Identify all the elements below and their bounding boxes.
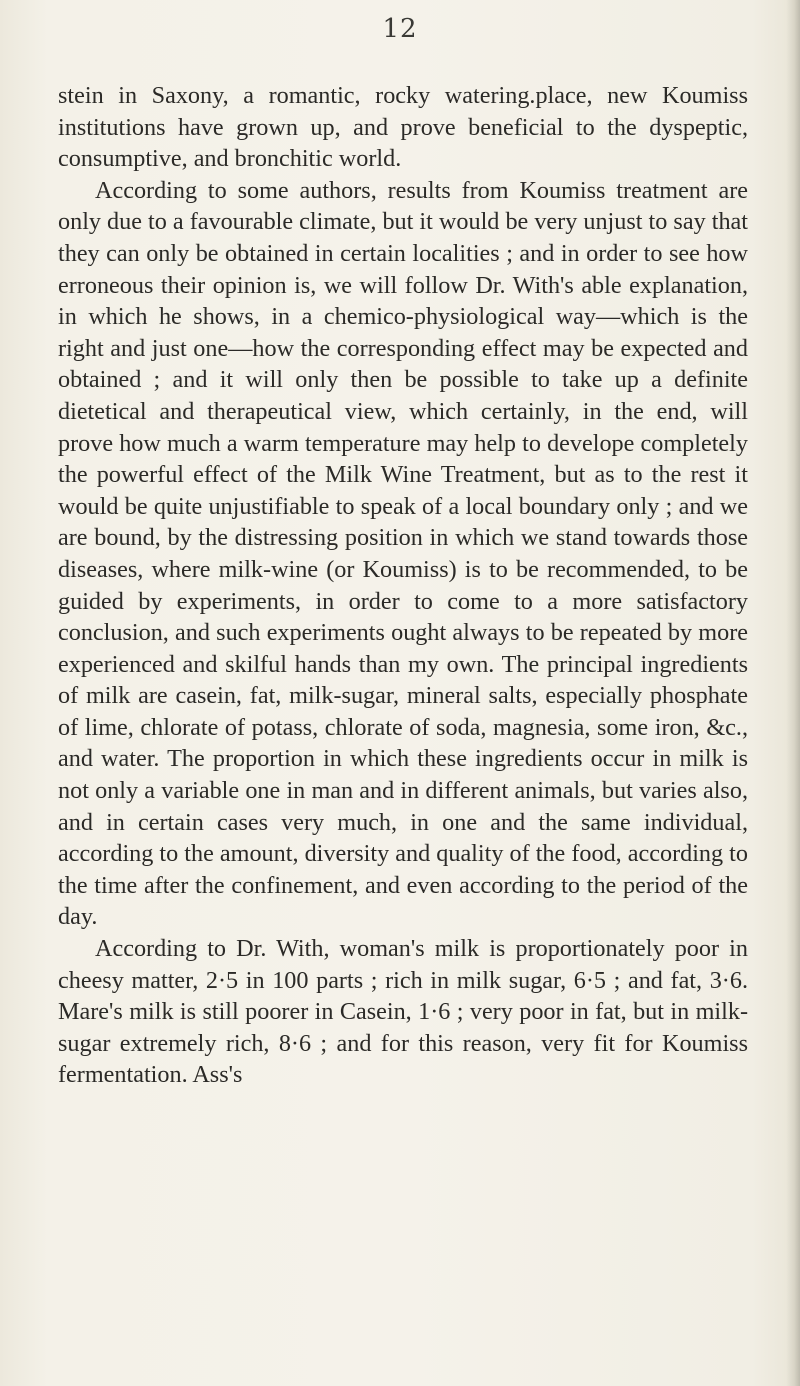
page-edge-shadow — [786, 0, 800, 1386]
paragraph-3: According to Dr. With, woman's milk is proportionately poor in cheesy matter, 2·5 in 100 parts ; rich in milk sugar, 6·5 ; and fat, 3·6. Mare's milk is still poorer in Casein, 1·6 ; very poor in fat, but in milk-sugar extremely rich, 8·6 ; and for this reason, very fit for Koumiss fermentation. Ass's — [58, 935, 748, 1089]
body-text — [58, 80, 748, 1091]
page-number: 12 — [382, 14, 418, 44]
paragraph-2: According to some authors, results from Koumiss treatment are only due to a favourable climate, but it would be very unjust to say that they can only be obtained in certain localities ; and in order to see how erroneous their opinion is, we will follow Dr. With's able explanation, in which he shows, in a chemico-physiological way—which is the right and just one—how the corresponding effect may be expected and obtained ; and it will only then be possible to take up a definite dietetical and therapeutical view, which certainly, in the end, will prove how much a warm temperature may help to develope completely the powerful effect of the Milk Wine Treatment, but as to the rest it would be quite unjustifiable to speak of a local boundary only ; and we are bound, by the distressing position in which we stand towards those diseases, where milk-wine (or Koumiss) is to be recommended, to be guided by experiments, in order to come to a more satisfactory conclusion, and such experiments ought always to be repeated by more experienced and skilful hands than my own. The principal ingredients of milk are casein, fat, milk-sugar, mineral salts, especially phosphate of lime, chlorate of potass, chlorate of soda, magnesia, some iron, &c., and water. The proportion in which these ingredients occur in milk is not only a variable one in man and in different animals, but varies also, and in certain cases very much, in one and the same individual, according to the amount, diversity and quality of the food, according to the time after the confinement, and even according to the period of the day. — [58, 176, 748, 931]
paragraph-1: stein in Saxony, a romantic, rocky watering.place, new Koumiss institutions have grown up, and prove beneficial to the dyspeptic, consumptive, and bronchitic world. — [58, 82, 748, 173]
